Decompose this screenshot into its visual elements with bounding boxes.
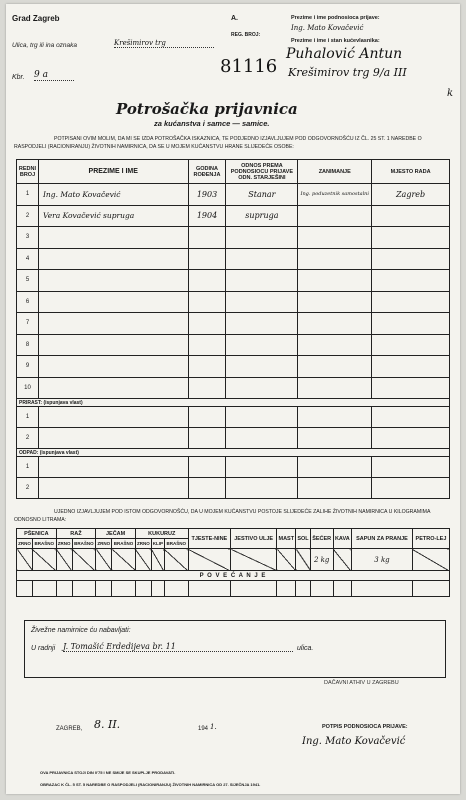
member-relation: [226, 377, 298, 399]
footer-place: ZAGREB,: [56, 726, 83, 732]
col-header-job: ZANIMANJE: [298, 160, 372, 184]
member-no: 7: [17, 313, 39, 335]
intro-text: POTPISANI OVIM MOLIM, DA MI SE IZDA POTROŠAČKA ISKAZNICA, TE PODJEDNO IZJAVLJUJEM POD ODGOVORNOŠĆU IZ ČL. 25 ST. 1 NAREDBE O RASPODJELI (RACIONIRANJU) ŽIVOTNIH NAMIRNICA, DA SE U MOJEM KUĆANSTVU HRANE SLIJEDEĆE OSOBE:: [14, 136, 422, 150]
form-title: Potrošačka prijavnica: [116, 100, 298, 118]
stock-subcol: ZRNO: [96, 539, 112, 549]
odpad-row-no: 1: [17, 457, 39, 478]
member-place: [372, 205, 450, 227]
stock-subcol: BRAŠNO: [32, 539, 56, 549]
member-relation: [226, 291, 298, 313]
member-row: [17, 334, 450, 356]
member-year: [188, 227, 226, 249]
member-job: [298, 334, 372, 356]
stock-subcol: ZRNO: [17, 539, 33, 549]
stock-increase-label: P O V E Ć A N J E: [17, 571, 450, 581]
footer-date: 8. II.: [94, 718, 121, 731]
member-relation: [226, 356, 298, 378]
col-header-name: PREZIME I IME: [38, 160, 188, 184]
signature-label: POTPIS PODNOSIOCA PRIJAVE:: [322, 724, 408, 730]
signature-value: Ing. Mato Kovačević: [302, 736, 406, 747]
prirast-label: PRIRAST: (ispunjava vlast): [17, 399, 450, 407]
submitter-name-label: Prezime i ime podnosioca prijave:: [291, 15, 380, 21]
member-relation: Stanar: [226, 184, 298, 206]
member-row: [17, 356, 450, 378]
member-row: [17, 227, 450, 249]
footer-note-price: OVA PRIJAVNICA STOJI DIN 0'75 I NE SMIJE SE SKUPLJE PRODAVATI.: [40, 770, 176, 775]
member-no: 6: [17, 291, 39, 313]
supply-shop-value: J. Tomašić Erdedijeva br. 11: [63, 642, 293, 652]
member-name: [38, 270, 188, 292]
city-label: Grad Zagreb: [12, 14, 60, 23]
form-subtitle: za kućanstva i samce — samice.: [154, 119, 270, 128]
member-no: 10: [17, 377, 39, 399]
stock-subcol: BRAŠNO: [112, 539, 136, 549]
stock-col-pasta: TJESTE-NINE: [188, 529, 231, 549]
tenant-line2: Krešimirov trg 9/a III: [288, 66, 407, 79]
stock-subcol: ZRNO: [135, 539, 151, 549]
member-job: [298, 248, 372, 270]
member-year: [188, 248, 226, 270]
stock-subcol: ZRNO: [56, 539, 72, 549]
stock-col-salt: SOL: [296, 529, 310, 549]
col-header-relation: ODNOS PREMA PODNOSIOCU PRIJAVE ODN. STARJEŠINI: [226, 160, 298, 184]
declaration-text: UJEDNO IZJAVLJUJEM POD ISTOM ODGOVORNOŠĆU, DA U MOJEM KUĆANSTVU POSTOJE SLIJEDEĆE ZALIHE ŽIVOTNIH NAMIRNICA U KILOGRAMIMA ODNOSNO LITRAMA:: [14, 509, 431, 523]
stock-group-corn: KUKURUZ: [135, 529, 188, 539]
member-job: [298, 227, 372, 249]
member-row: [17, 184, 450, 206]
col-header-year: GODINA ROĐENJA: [188, 160, 226, 184]
member-name: [38, 248, 188, 270]
stock-soap-value: 3 kg: [351, 549, 412, 571]
member-row: [17, 205, 450, 227]
member-year: [188, 377, 226, 399]
odpad-row-no: 2: [17, 478, 39, 499]
reg-value: 81116: [220, 56, 278, 77]
member-place: Zagreb: [372, 184, 450, 206]
member-no: 3: [17, 227, 39, 249]
member-relation: [226, 270, 298, 292]
kbr-value: 9 a: [34, 70, 74, 81]
stock-increase-row: [17, 581, 450, 597]
tenant-line1: Puhalović Antun: [286, 46, 403, 62]
member-place: [372, 313, 450, 335]
footer-year-digit: 1.: [210, 723, 217, 731]
prirast-row: [17, 407, 450, 428]
archive-stamp: DAČAVNI ATHIV U ZAGREBU: [324, 680, 399, 686]
member-name: [38, 334, 188, 356]
member-place: [372, 377, 450, 399]
member-place: [372, 334, 450, 356]
member-year: [188, 313, 226, 335]
form-letter: A.: [231, 15, 238, 22]
member-name: Vera Kovačević supruga: [38, 205, 188, 227]
member-year: [188, 356, 226, 378]
member-name: [38, 356, 188, 378]
member-name: [38, 291, 188, 313]
supply-prefix: U radnji: [31, 645, 56, 652]
stock-group-barley: JEČAM: [96, 529, 136, 539]
supply-box: [24, 620, 446, 678]
member-no: 5: [17, 270, 39, 292]
stock-subcol: BRAŠNO: [72, 539, 96, 549]
member-row: [17, 377, 450, 399]
stock-col-sugar: ŠEĆER: [310, 529, 333, 549]
footer-year-prefix: 194: [198, 726, 209, 732]
stock-col-coffee: KAVA: [333, 529, 351, 549]
members-header-row: [17, 160, 450, 184]
member-place: [372, 270, 450, 292]
member-row: [17, 270, 450, 292]
odpad-label: ODPAD: (ispunjava vlast): [17, 449, 450, 457]
member-name: [38, 313, 188, 335]
member-relation: supruga: [226, 205, 298, 227]
supply-line1: Živežne namirnice ću nabavljati:: [31, 627, 131, 634]
reg-label: REG. BROJ:: [231, 32, 261, 38]
stock-col-soap: SAPUN ZA PRANJE: [351, 529, 412, 549]
member-year: 1904: [188, 205, 226, 227]
stock-group-wheat: PŠENICA: [17, 529, 57, 539]
member-job: [298, 313, 372, 335]
member-relation: [226, 248, 298, 270]
member-year: 1903: [188, 184, 226, 206]
member-year: [188, 334, 226, 356]
street-label: Ulica, trg ili ina oznaka: [12, 42, 78, 49]
member-row: [17, 248, 450, 270]
member-row: [17, 291, 450, 313]
member-no: 1: [17, 184, 39, 206]
member-relation: [226, 313, 298, 335]
member-relation: [226, 227, 298, 249]
member-job: [298, 291, 372, 313]
stock-sugar-value: 2 kg: [310, 549, 333, 571]
stock-subcol: KLIP: [151, 539, 164, 549]
supply-suffix: ulica.: [297, 645, 314, 652]
member-no: 4: [17, 248, 39, 270]
member-year: [188, 270, 226, 292]
member-no: 9: [17, 356, 39, 378]
tenant-suffix: k: [447, 88, 454, 99]
stock-col-petroleum: PETRO-LEJ: [412, 529, 449, 549]
member-place: [372, 356, 450, 378]
member-place: [372, 291, 450, 313]
prirast-row: [17, 428, 450, 449]
member-name: [38, 377, 188, 399]
street-value: Krešimirov trg: [114, 39, 214, 48]
odpad-row: [17, 457, 450, 478]
members-table: [16, 159, 450, 499]
member-name: [38, 227, 188, 249]
odpad-row: [17, 478, 450, 499]
member-no: 2: [17, 205, 39, 227]
member-name: Ing. Mato Kovačević: [38, 184, 188, 206]
stock-values-row: [17, 549, 450, 571]
member-no: 8: [17, 334, 39, 356]
stock-table: [16, 528, 450, 597]
stock-col-oil: JESTIVO ULJE: [231, 529, 277, 549]
stock-group-rye: RAŽ: [56, 529, 96, 539]
member-job: [298, 377, 372, 399]
tenant-label: Prezime i ime i stan kućevlasnika:: [291, 38, 380, 44]
prirast-row-no: 2: [17, 428, 39, 449]
stock-subcol: BRAŠNO: [164, 539, 188, 549]
member-place: [372, 248, 450, 270]
member-place: [372, 227, 450, 249]
form-sheet: [6, 4, 460, 794]
member-job: [298, 356, 372, 378]
member-job: [298, 205, 372, 227]
member-year: [188, 291, 226, 313]
prirast-row-no: 1: [17, 407, 39, 428]
member-job: [298, 270, 372, 292]
stock-col-lard: MAST: [277, 529, 296, 549]
col-header-no: REDNI BROJ: [17, 160, 39, 184]
kbr-label: Kbr.: [12, 74, 25, 81]
member-job: Ing. poduzetnik samostalni: [298, 184, 372, 206]
member-relation: [226, 334, 298, 356]
col-header-place: MJESTO RADA: [372, 160, 450, 184]
member-row: [17, 313, 450, 335]
submitter-name-value: Ing. Mato Kovačević: [291, 24, 364, 32]
footer-note-regulation: OBRAZAC K ČL. 5 ST. 5 NAREDBE O RASPODJELI (RACIONIRANJU) ŽIVOTNIH NAMIRNICA OD 27. SIJEČNJA 1941.: [40, 782, 261, 787]
